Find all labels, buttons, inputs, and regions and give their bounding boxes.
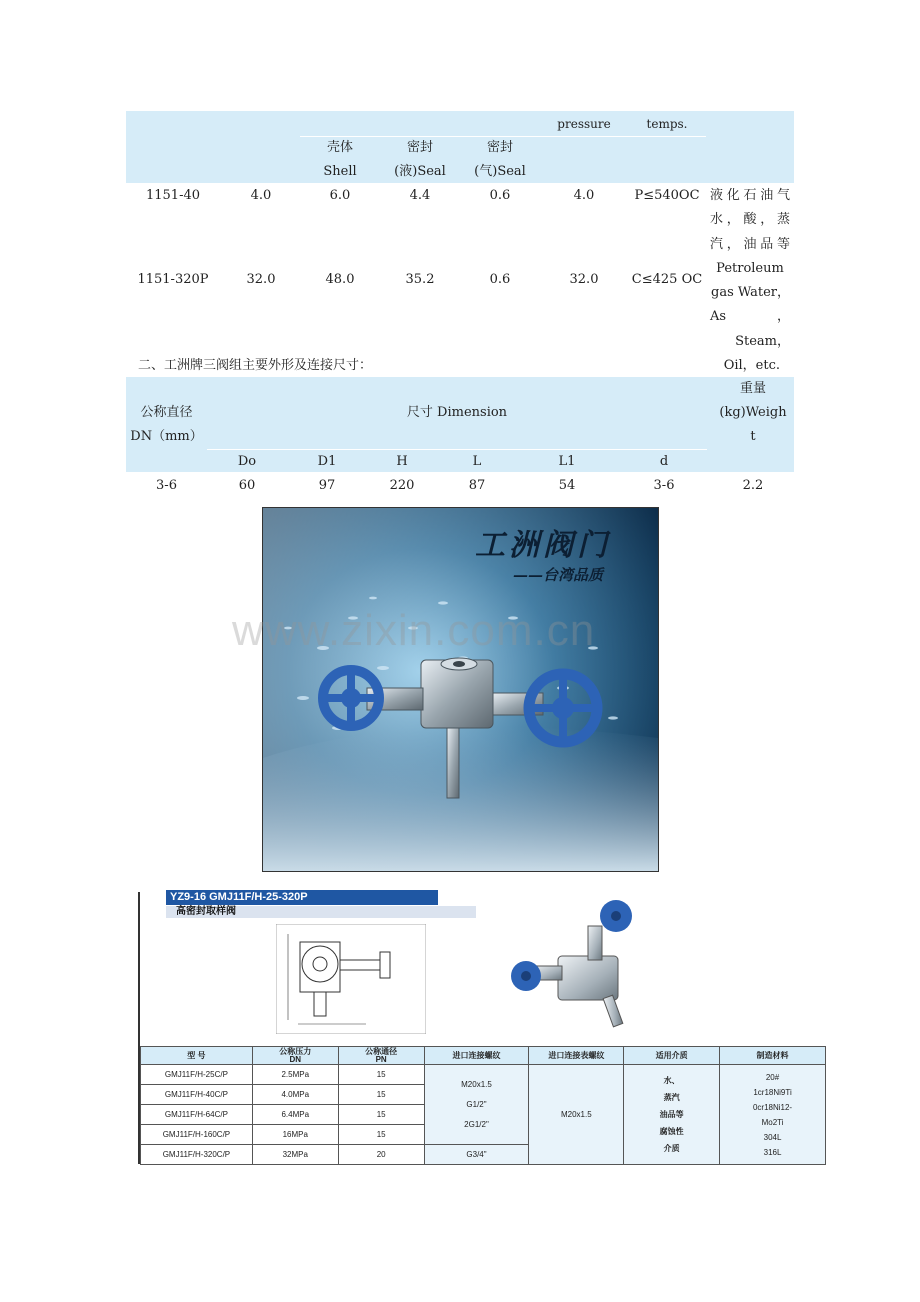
material-item: 304L xyxy=(763,1132,782,1142)
row2-pn: 32.0 xyxy=(246,272,276,287)
technical-drawing xyxy=(276,924,426,1034)
header-inlet-thread: 进口连接螺纹 xyxy=(424,1047,529,1065)
media-cell xyxy=(624,1065,720,1165)
header-pressure: pressure xyxy=(557,117,611,131)
subheader-h: H xyxy=(396,454,408,469)
row2-pressure: 32.0 xyxy=(569,272,599,287)
header-media: 适用介质 xyxy=(624,1047,720,1065)
medium-line: 水，酸，蒸 xyxy=(710,212,790,228)
row-dn: 3-6 xyxy=(156,478,177,493)
header-seal-gas-en: (气)Seal xyxy=(474,164,526,179)
inlet-thread-cell xyxy=(424,1065,529,1145)
row2-temp: C≤425 OC xyxy=(631,272,703,287)
row2-model: 1151-320P xyxy=(137,272,209,287)
brand-slogan: ——台湾品质 xyxy=(513,566,604,584)
row-d1: 97 xyxy=(318,478,336,493)
pressure-cell: 4.0MPa xyxy=(252,1085,338,1105)
model-cell: GMJ11F/H-320C/P xyxy=(141,1145,253,1165)
material-item: 0cr18Ni12- xyxy=(752,1102,793,1112)
row-l1: 54 xyxy=(558,478,576,493)
header-pressure: 公称压力 DN xyxy=(252,1047,338,1065)
media-item: 介质 xyxy=(663,1144,680,1153)
sampling-valve-photo xyxy=(498,896,688,1036)
inlet-thread-last: G3/4" xyxy=(424,1145,529,1165)
media-item: 油品等 xyxy=(659,1110,684,1119)
product-photo xyxy=(262,507,659,872)
material-cell xyxy=(720,1065,826,1165)
medium-line: 汽，油品等 xyxy=(710,236,790,252)
medium-line: Petroleum xyxy=(716,260,784,276)
dn-cell: 20 xyxy=(338,1145,424,1165)
header-temps: temps. xyxy=(646,117,688,131)
row-do: 60 xyxy=(238,478,256,493)
row2-seal-liquid: 35.2 xyxy=(405,272,435,287)
material-item: 1cr18Ni9Ti xyxy=(753,1087,792,1097)
weight-label-unit: (kg)Weigh xyxy=(719,405,787,420)
weight-label: 重量 xyxy=(739,381,766,396)
subheader-d1: D1 xyxy=(317,454,337,469)
header-shell-cn: 壳体 xyxy=(326,140,353,155)
header-material: 制造材料 xyxy=(720,1047,826,1065)
subheader-d: d xyxy=(659,454,669,469)
model-banner: YZ9-16 GMJ11F/H-25-320P xyxy=(166,890,438,905)
row-h: 220 xyxy=(389,478,415,493)
header-nominal-size: 公称通径 PN xyxy=(338,1047,424,1065)
section2-title: 二、工洲牌三阀组主要外形及连接尺寸： xyxy=(138,358,373,373)
dn-cell: 15 xyxy=(338,1125,424,1145)
media-item: 蒸汽 xyxy=(663,1093,680,1102)
row2-shell: 48.0 xyxy=(325,272,355,287)
medium-column xyxy=(710,184,790,378)
material-item: 20# xyxy=(765,1072,780,1082)
catalog-page xyxy=(138,888,834,1166)
spec-table xyxy=(140,1046,826,1165)
inlet-thread: 2G1/2" xyxy=(464,1119,489,1129)
medium-line: As，Steam， xyxy=(710,309,790,349)
row1-seal-gas: 0.6 xyxy=(489,188,511,203)
row2-seal-gas: 0.6 xyxy=(489,272,511,287)
inlet-thread: M20x1.5 xyxy=(461,1079,492,1089)
subheader-l1: L1 xyxy=(558,454,576,469)
inlet-thread: G1/2" xyxy=(466,1099,487,1109)
row1-seal-liquid: 4.4 xyxy=(409,188,431,203)
dn-label: 公称直径 xyxy=(140,405,193,420)
model-cell: GMJ11F/H-40C/P xyxy=(141,1085,253,1105)
pressure-cell: 2.5MPa xyxy=(252,1065,338,1085)
spec-table-header xyxy=(141,1047,826,1065)
pressure-cell: 32MPa xyxy=(252,1145,338,1165)
pressure-cell: 6.4MPa xyxy=(252,1105,338,1125)
row-l: 87 xyxy=(468,478,486,493)
pressure-cell: 16MPa xyxy=(252,1125,338,1145)
media-item: 水、 xyxy=(663,1076,680,1085)
row1-model: 1151-40 xyxy=(145,188,201,203)
brand-logo: 工洲阀门 xyxy=(475,528,611,563)
table-row xyxy=(141,1065,826,1085)
subheader-do: Do xyxy=(237,454,257,469)
medium-line: 液化石油气 xyxy=(710,188,790,203)
dn-label-unit: DN（mm） xyxy=(130,429,203,444)
row-weight: 2.2 xyxy=(742,478,764,493)
model-cell: GMJ11F/H-25C/P xyxy=(141,1065,253,1085)
subheader-l: L xyxy=(472,454,482,469)
material-item: Mo2Ti xyxy=(761,1117,784,1127)
row-d: 3-6 xyxy=(653,478,675,493)
header-shell-en: Shell xyxy=(323,164,357,179)
medium-line: Oil，etc. xyxy=(723,358,780,374)
weight-label-tail: t xyxy=(750,429,756,444)
header-seal-liquid-cn: 密封 xyxy=(406,140,433,155)
header-outlet-thread: 进口连接表螺纹 xyxy=(529,1047,624,1065)
header-seal-gas-cn: 密封 xyxy=(486,140,513,155)
row1-pressure: 4.0 xyxy=(573,188,595,203)
dn-cell: 15 xyxy=(338,1105,424,1125)
dn-cell: 15 xyxy=(338,1085,424,1105)
media-item: 腐蚀性 xyxy=(659,1127,684,1136)
dn-cell: 15 xyxy=(338,1065,424,1085)
medium-line: gas Water， xyxy=(711,285,790,301)
watermark: www.zixin.com.cn xyxy=(232,606,596,655)
model-cell: GMJ11F/H-64C/P xyxy=(141,1105,253,1125)
outlet-thread-cell: M20x1.5 xyxy=(529,1065,624,1165)
product-title: 高密封取样阀 xyxy=(166,906,476,918)
header-seal-liquid-en: (液)Seal xyxy=(394,164,446,179)
row1-shell: 6.0 xyxy=(329,188,351,203)
material-item: 316L xyxy=(763,1147,782,1157)
dimension-label: 尺寸 Dimension xyxy=(406,405,508,420)
row1-pn: 4.0 xyxy=(250,188,272,203)
header-model: 型 号 xyxy=(141,1047,253,1065)
model-cell: GMJ11F/H-160C/P xyxy=(141,1125,253,1145)
row1-temp: P≤540OC xyxy=(634,188,700,203)
